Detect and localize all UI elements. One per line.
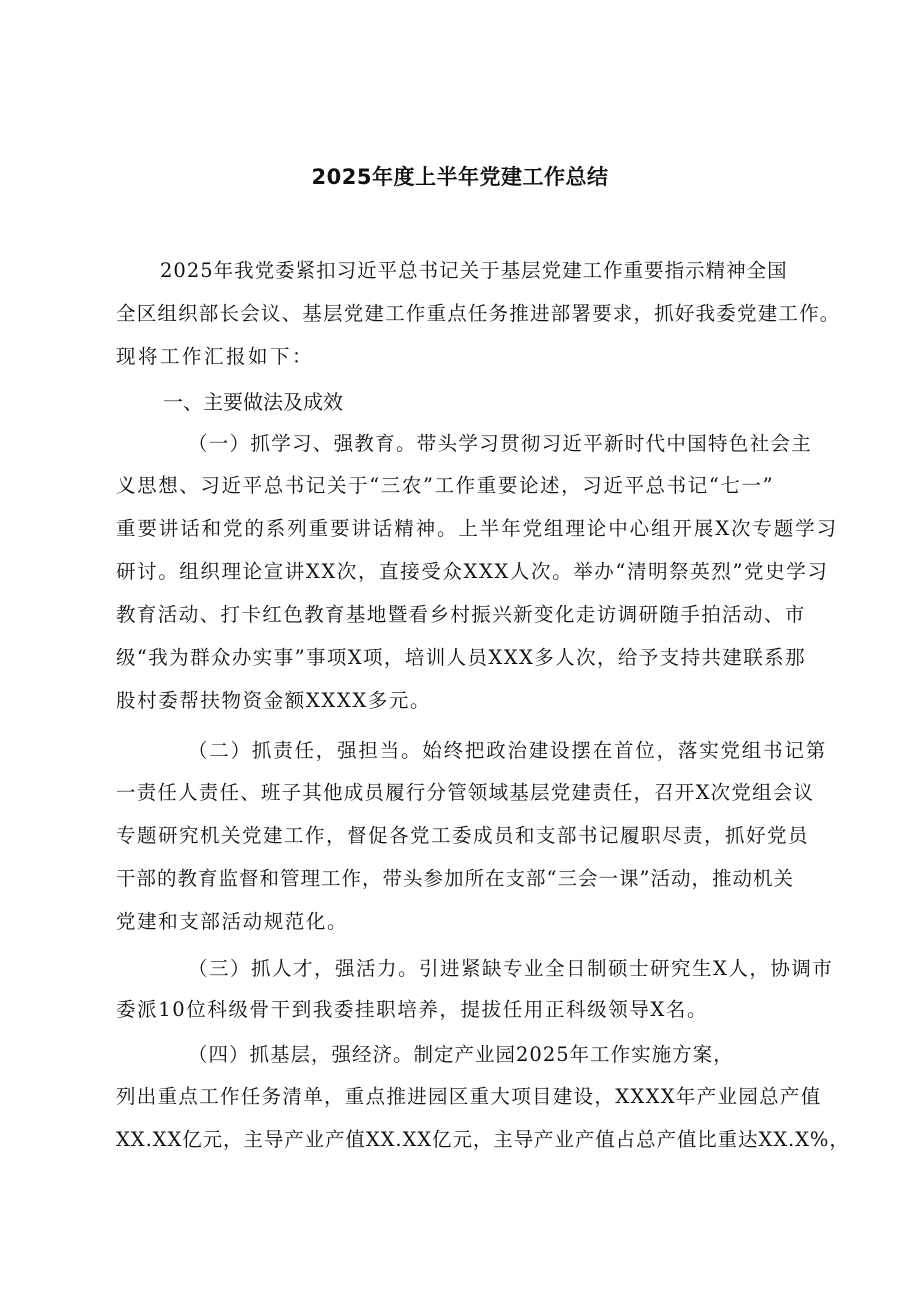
subsection-3-line: （三）抓人才，强活力。引进紧缺专业全日制硕士研究生X人，协调市 — [188, 957, 834, 980]
subsection-1-line: 股村委帮扶物资金额XXXX多元。 — [116, 689, 432, 712]
subsection-4-line: （四）抓基层，强经济。制定产业园2025年工作实施方案， — [188, 1043, 734, 1066]
subsection-2-line: 一责任人责任、班子其他成员履行分管领域基层党建责任，召开X次党组会议 — [116, 781, 815, 804]
subsection-2-line: 专题研究机关党建工作，督促各党工委成员和支部书记履职尽责，抓好党员 — [116, 824, 810, 847]
document-title: 2025年度上半年党建工作总结 — [311, 165, 609, 189]
subsection-1-line: 义思想、习近平总书记关于“三农”工作重要论述，习近平总书记“七一” — [116, 474, 775, 497]
subsection-1-line: 研讨。组织理论宣讲XX次，直接受众XXX人次。举办“清明祭英烈”党史学习 — [116, 560, 829, 583]
subsection-1-line: 教育活动、打卡红色教育基地暨看乡村振兴新变化走访调研随手拍活动、市 — [116, 603, 806, 626]
section-heading: 一、主要做法及成效 — [163, 390, 343, 414]
subsection-1-line: 重要讲话和党的系列重要讲话精神。上半年党组理论中心组开展X次专题学习 — [116, 517, 838, 540]
subsection-3-line: 委派10位科级骨干到我委挂职培养，提拔任用正科级领导X名。 — [116, 998, 709, 1021]
subsection-2-line: 干部的教育监督和管理工作，带头参加所在支部“三会一课”活动，推动机关 — [116, 867, 794, 890]
intro-line-1: 2025年我党委紧扣习近平总书记关于基层党建工作重要指示精神全国 — [160, 259, 788, 282]
subsection-2-line: 党建和支部活动规范化。 — [116, 910, 349, 933]
intro-line-2: 全区组织部长会议、基层党建工作重点任务推进部署要求，抓好我委党建工作。 — [116, 302, 841, 325]
subsection-4-line: 列出重点工作任务清单，重点推进园区重大项目建设，XXXX年产业园总产值 — [116, 1085, 822, 1108]
subsection-2-line: （二）抓责任，强担当。始终把政治建设摆在首位，落实党组书记第 — [188, 739, 828, 762]
intro-line-3: 现将工作汇报如下： — [116, 345, 315, 368]
subsection-1-line: （一）抓学习、强教育。带头学习贯彻习近平新时代中国特色社会主 — [188, 432, 813, 455]
subsection-1-line: 级“我为群众办实事”事项X项，培训人员XXX多人次，给予支持共建联系那 — [116, 646, 806, 669]
subsection-4-line: XX.XX亿元，主导产业产值XX.XX亿元，主导产业产值占总产值比重达XX.X%， — [116, 1128, 850, 1151]
